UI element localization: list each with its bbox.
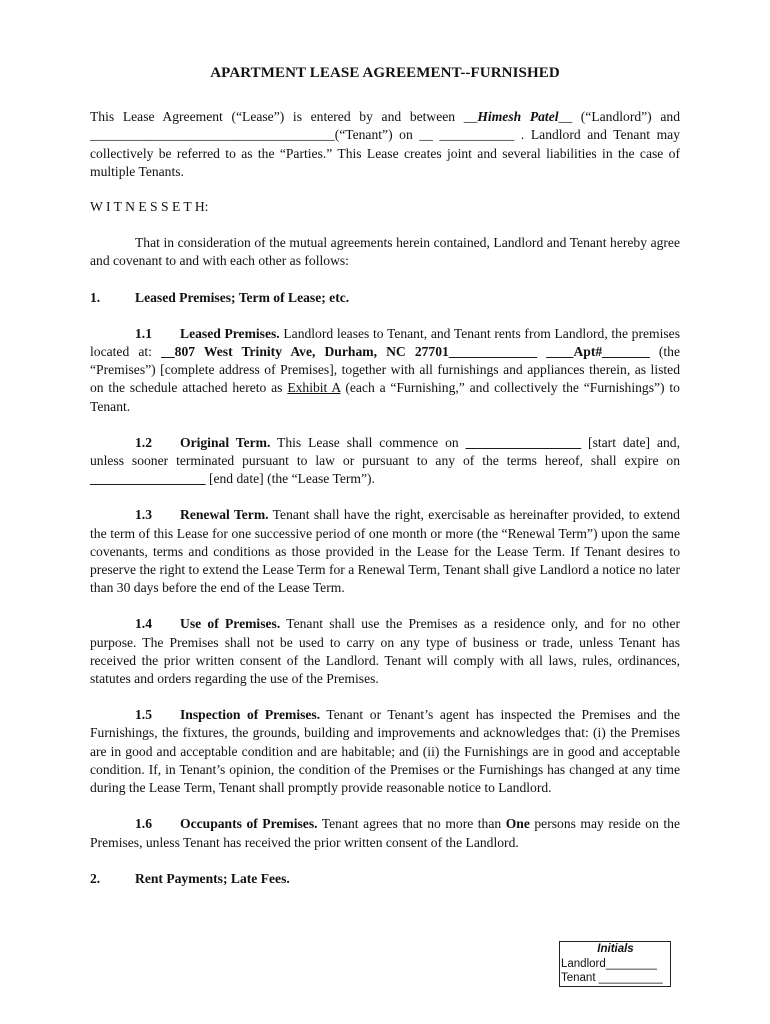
clause-1-5-text: Tenant or Tenant’s agent has inspected the Premises and the Furnishings, the fixtures, the grounds, building and improvements and acknowledges that: (i) the Premises are in good and acceptable condition and are habitable; and (ii) the Furnishings are in good and acceptable condition. If, in Tenant’s opinion, the condition of the Premises or the Furnishings has changed at any time during the Lease Term, Tenant shall promptly provide reasonable notice to Landlord. — [90, 707, 680, 796]
landlord-initials-field[interactable]: Landlord________ — [561, 957, 657, 970]
tenant-initials-field[interactable]: Tenant __________ — [561, 972, 663, 984]
intro-text-1: This Lease Agreement (“Lease”) is entered by and between __ — [90, 109, 478, 125]
section-1-number: 1. — [90, 289, 101, 305]
section-1-title: Leased Premises; Term of Lease; etc. — [135, 289, 350, 305]
end-date-blank: _________________ — [90, 471, 206, 487]
initials-title: Initials — [597, 943, 634, 955]
clause-1-4 — [90, 615, 680, 688]
clause-1-1-heading: Leased Premises. — [180, 325, 280, 341]
clause-1-4-heading: Use of Premises. — [180, 616, 281, 632]
clause-1-5 — [90, 706, 680, 797]
clause-1-6-text-1: Tenant agrees that no more than — [317, 816, 506, 832]
clause-1-3-heading: Renewal Term. — [180, 507, 269, 523]
clause-1-1-text-3: (each a “Furnishing,” and collectively the “Furnishings”) to Tenant. — [90, 380, 680, 414]
premises-address: __807 West Trinity Ave, Durham, NC 27701_____________ ____Apt#_______ — [161, 344, 650, 360]
intro-text-2: __ (“Landlord”) and ____________________________________(“Tenant”) on __ ___________ . Landlord and Tenant may collectively be referred to as the “Parties.” This Lease creates joint and several liabilities in the case of multiple Tenants. — [90, 109, 680, 179]
clause-1-2-heading: Original Term. — [180, 434, 271, 450]
initials-box — [559, 941, 671, 987]
clause-1-2-number: 1.2 — [135, 434, 152, 450]
clause-1-2-text-2: [start date] and, unless sooner terminated pursuant to law or pursuant to any of the terms hereof, shall expire on — [90, 434, 680, 469]
clause-1-6-number: 1.6 — [135, 816, 152, 832]
clause-1-4-text: Tenant shall use the Premises as a residence only, and for no other purpose. The Premises shall not be used to carry on any type of business or trade, unless Tenant has received the prior written consent of the Landlord. Tenant will comply with all laws, rules, ordinances, statutes and orders regarding the use of the Premises. — [90, 616, 681, 687]
clause-1-3-number: 1.3 — [135, 507, 152, 523]
document-title: APARTMENT LEASE AGREEMENT--FURNISHED — [210, 65, 560, 81]
clause-1-1-text-1: Landlord leases to Tenant, and Tenant rents from Landlord, the premises located at: — [90, 325, 680, 360]
lease-body — [90, 64, 680, 888]
clause-1-1-number: 1.1 — [135, 325, 152, 341]
section-2-title: Rent Payments; Late Fees. — [135, 870, 290, 886]
clause-1-6-text-2: persons may reside on the Premises, unless Tenant has received the prior written consent of the Landlord. — [90, 816, 681, 850]
exhibit-a-reference: Exhibit A — [287, 380, 341, 396]
clause-1-5-number: 1.5 — [135, 707, 152, 723]
clause-1-2 — [90, 434, 680, 489]
landlord-name: Himesh Patel — [477, 109, 559, 125]
intro-paragraph — [90, 108, 680, 181]
clause-1-4-number: 1.4 — [135, 616, 152, 632]
witnesseth: W I T N E S S E T H: — [90, 199, 209, 215]
section-2-heading — [90, 870, 680, 888]
clause-1-5-heading: Inspection of Premises. — [180, 707, 321, 723]
clause-1-3 — [90, 506, 680, 597]
occupant-count: One — [505, 816, 530, 832]
consideration-paragraph: That in consideration of the mutual agreements herein contained, Landlord and Tenant hereby agree and covenant to and with each other as follows: — [90, 235, 680, 269]
clause-1-6 — [90, 815, 680, 851]
start-date-blank: _________________ — [465, 434, 582, 450]
clause-1-6-heading: Occupants of Premises. — [180, 816, 318, 832]
clause-1-3-text: Tenant shall have the right, exercisable as hereinafter provided, to extend the term of this Lease for one successive period of one month or more (the “Renewal Term”) upon the same covenants, terms and conditions as those provided in the Lease for the Lease Term. If Tenant desires to preserve the right to extend the Lease Term for a Renewal Term, Tenant shall give Landlord a notice no later than 30 days before the end of the Lease Term. — [90, 507, 680, 596]
section-2-number: 2. — [90, 870, 101, 886]
clause-1-2-text-1: This Lease shall commence on — [270, 434, 466, 450]
section-1-heading — [90, 289, 680, 307]
clause-1-1 — [90, 325, 680, 416]
clause-1-2-text-3: [end date] (the “Lease Term”). — [205, 471, 375, 487]
clause-1-1-text-2: (the “Premises”) [complete address of Premises], together with all furnishings and appliances therein, as listed on the schedule attached hereto as — [90, 344, 680, 396]
